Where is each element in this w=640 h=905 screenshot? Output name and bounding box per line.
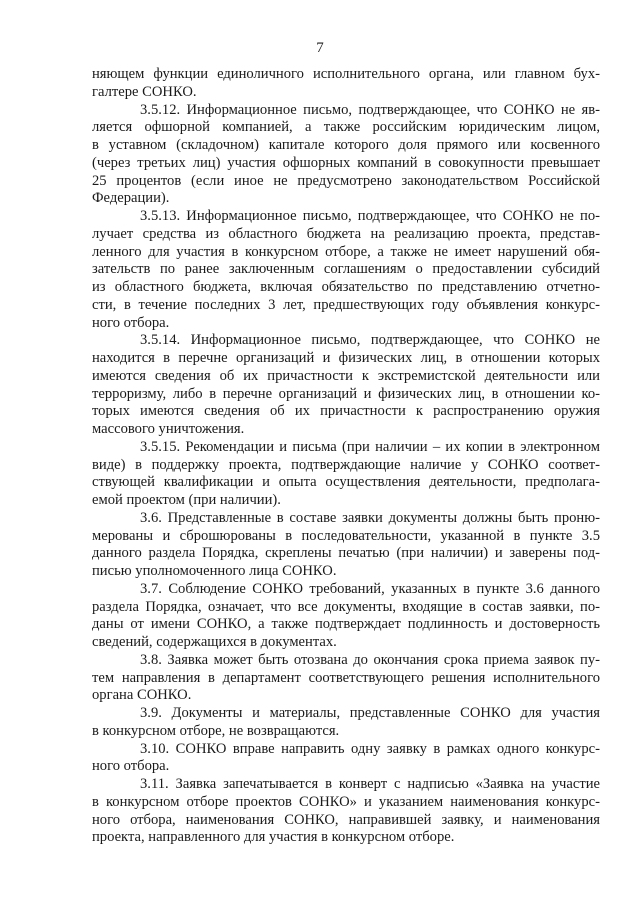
text-line: ного отбора, наименования СОНКО, направившей заявку, и наименования <box>92 811 600 828</box>
paragraph-3-7 <box>92 581 600 652</box>
paragraph-3-5-15 <box>92 439 600 510</box>
paragraph-3-5-12 <box>92 102 600 209</box>
text-line: в уставном (складочном) капитале которого доля прямого или косвенного <box>92 137 600 153</box>
text-line: лучает средства из областного бюджета на реализацию проекта, представ- <box>92 225 600 242</box>
text-line: в конкурсном отборе проектов СОНКО» и указанием наименования конкурс- <box>92 793 600 810</box>
paragraph-p0 <box>92 66 600 102</box>
text-line: сведений, содержащихся в документах. <box>92 634 337 650</box>
text-line: имеются сведения об их причастности к экстремистской деятельности или <box>92 367 600 384</box>
text-line: массового уничтожения. <box>92 421 245 437</box>
text-line: виде) в поддержку проекта, подтверждающие наличие у СОНКО соответ- <box>92 456 600 473</box>
text-line: 3.7. Соблюдение СОНКО требований, указанных в пункте 3.6 данного <box>140 580 600 597</box>
text-line: данного раздела Порядка, скреплены печатью (при наличии) и заверены под- <box>92 545 600 562</box>
text-line: сти, в течение последних 3 лет, предшествующих году объявления конкурс- <box>92 296 600 313</box>
text-line: мерованы и сброшюрованы в последовательности, указанной в пункте 3.5 <box>92 527 600 544</box>
text-line: органа СОНКО. <box>92 687 192 704</box>
text-line: даны от имени СОНКО, а также подтверждает подлинность и достоверность <box>92 616 600 633</box>
text-line: ного отбора. <box>92 314 170 331</box>
paragraph-3-5-14 <box>92 332 600 439</box>
text-line: 3.6. Представленные в составе заявки документы должны быть проню- <box>140 509 600 526</box>
paragraph-3-6 <box>92 510 600 581</box>
text-line: 3.5.12. Информационное письмо, подтверждающее, что СОНКО не яв- <box>140 101 600 118</box>
text-line: зательств по ранее заключенным соглашениям о предоставлении субсидий <box>92 261 600 278</box>
text-line: (через третьих лиц) участия офшорных компаний в совокупности превышает <box>92 154 600 171</box>
text-line: терроризму, либо в перечне организаций и физических лиц, в отношении ко- <box>92 385 600 402</box>
paragraph-3-11 <box>92 776 600 847</box>
text-line: Федерации). <box>92 190 170 207</box>
text-line: в конкурсном отборе, не возвращаются. <box>92 722 340 739</box>
text-line: ного отбора. <box>92 758 170 775</box>
text-line: из областного бюджета, включая обязательство по представлению отчетно- <box>92 279 600 295</box>
text-line: раздела Порядка, означает, что все документы, входящие в состав заявки, по- <box>92 598 600 615</box>
text-line: 3.10. СОНКО вправе направить одну заявку в рамках одного конкурс- <box>140 740 600 757</box>
text-line: 3.5.14. Информационное письмо, подтверждающее, что СОНКО не <box>140 332 600 349</box>
text-line: писью уполномоченного лица СОНКО. <box>92 563 337 579</box>
text-line: ляется офшорной компанией, а также российским юридическим лицом, <box>92 119 600 136</box>
document-body <box>92 66 600 847</box>
text-line: ствующей квалификации и опыта осуществления деятельности, предполага- <box>92 474 600 491</box>
text-line: 25 процентов (если иное не предусмотрено законодательством Российской <box>92 172 600 189</box>
text-line: емой проектом (при наличии). <box>92 492 281 508</box>
text-line: проекта, направленного для участия в конкурсном отборе. <box>92 829 455 846</box>
text-line: находится в перечне организаций и физических лиц, в отношении которых <box>92 350 600 366</box>
paragraph-3-5-13 <box>92 208 600 332</box>
text-line: тем направления в департамент соответствующего решения исполнительного <box>92 669 600 686</box>
text-line: ленного для участия в конкурсном отборе, а также не имеет нарушений обя- <box>92 243 600 260</box>
text-line: 3.11. Заявка запечатывается в конверт с надписью «Заявка на участие <box>140 776 600 792</box>
page-number: 7 <box>316 40 324 56</box>
paragraph-3-8 <box>92 652 600 705</box>
text-line: 3.9. Документы и материалы, представленные СОНКО для участия <box>140 705 600 721</box>
text-line: 3.8. Заявка может быть отозвана до окончания срока приема заявок пу- <box>140 651 600 668</box>
paragraph-3-10 <box>92 741 600 777</box>
text-line: торых имеются сведения об их причастности к распространению оружия <box>92 403 600 420</box>
text-line: 3.5.13. Информационное письмо, подтверждающее, что СОНКО не по- <box>140 208 600 224</box>
text-line: няющем функции единоличного исполнительного органа, или главном бух- <box>92 66 600 82</box>
text-line: 3.5.15. Рекомендации и письма (при наличии – их копии в электронном <box>140 438 600 455</box>
text-line: галтере СОНКО. <box>92 83 197 100</box>
paragraph-3-9 <box>92 705 600 741</box>
